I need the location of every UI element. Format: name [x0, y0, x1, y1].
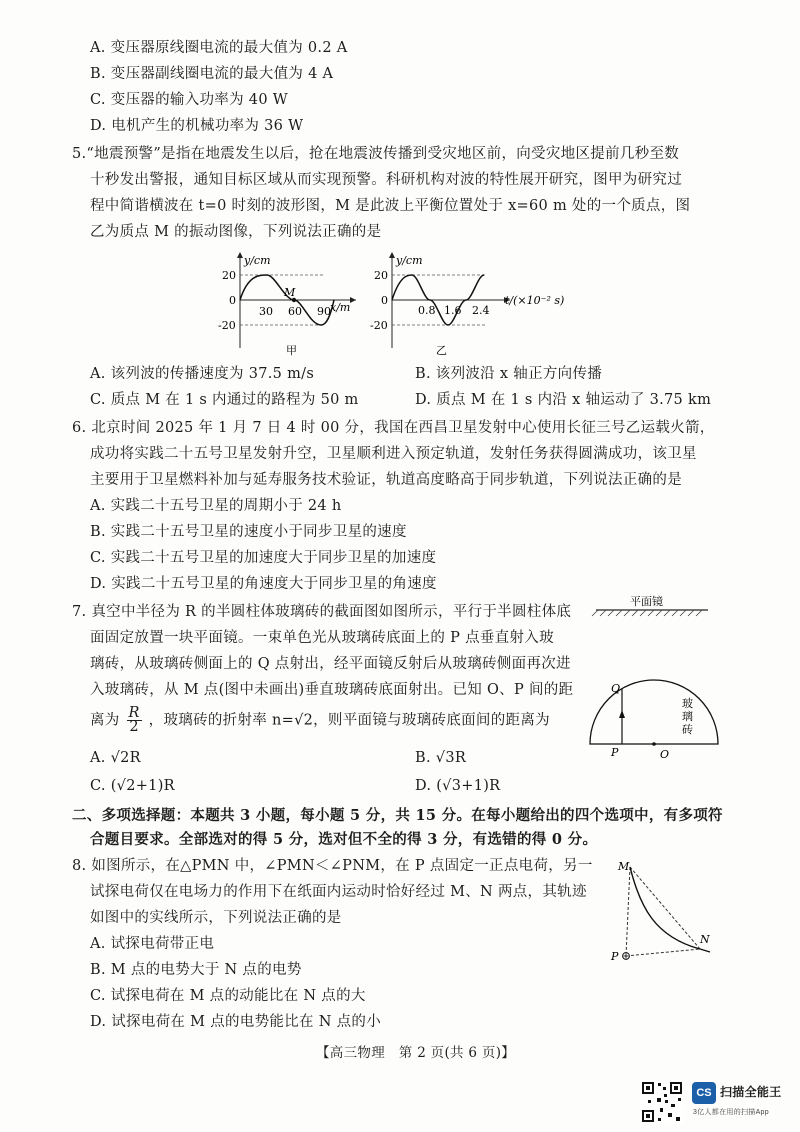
watermark-tagline: 3亿人都在用的扫描App	[693, 1109, 769, 1116]
point-m-label: M	[618, 860, 630, 873]
jia-tick-x-30: 30	[259, 305, 273, 318]
q5-option-d: D. 质点 M 在 1 s 内沿 x 轴运动了 3.75 km	[415, 392, 712, 408]
q8-stem-line-2: 试探电荷仅在电场力的作用下在纸面内运动时恰好经过 M、N 两点，其轨迹	[90, 884, 587, 900]
point-o-label: O	[660, 748, 670, 761]
yi-tick-y-bottom: -20	[370, 319, 388, 332]
jia-point-m: M	[284, 286, 296, 299]
jia-tick-y-zero: 0	[229, 294, 236, 307]
yi-tick-x-2: 1.6	[444, 304, 462, 317]
jia-caption: 甲	[286, 344, 297, 357]
q6-option-d: D. 实践二十五号卫星的角速度大于同步卫星的角速度	[90, 576, 437, 592]
vibration-graph-yi	[368, 248, 568, 358]
point-p-label: P	[611, 950, 619, 963]
q7-option-b: B. √3R	[415, 750, 467, 766]
mirror-label: 平面镜	[630, 595, 663, 608]
yi-tick-y-top: 20	[374, 269, 388, 282]
jia-tick-y-top: 20	[222, 269, 236, 282]
qr-code-icon	[640, 1080, 684, 1124]
q6-stem-line-1: 6. 北京时间 2025 年 1 月 7 日 4 时 00 分，我国在西昌卫星发射中心使用长征三号乙运载火箭，	[72, 420, 715, 436]
q8-option-a: A. 试探电荷带正电	[90, 936, 215, 952]
q7-fraction	[127, 707, 142, 734]
q7-stem-line-5	[90, 707, 550, 734]
yi-x-label: t/(×10⁻² s)	[505, 294, 565, 307]
q4-option-a: A. 变压器原线圈电流的最大值为 0.2 A	[90, 40, 348, 56]
jia-tick-x-60: 60	[288, 305, 302, 318]
section2-line-2: 合题目要求。全部选对的得 5 分，选对但不全的得 3 分，有选错的得 0 分。	[90, 831, 598, 848]
point-q-label: Q	[611, 682, 621, 695]
q4-option-d: D. 电机产生的机械功率为 36 W	[90, 118, 304, 134]
glass-label-3: 砖	[682, 723, 693, 736]
q5-option-a: A. 该列波的传播速度为 37.5 m/s	[90, 366, 315, 382]
semicircle-glass-figure	[580, 592, 730, 762]
glass-label-2: 璃	[682, 710, 693, 723]
yi-caption: 乙	[436, 344, 447, 357]
q8-option-d: D. 试探电荷在 M 点的电势能比在 N 点的小	[90, 1014, 381, 1030]
watermark-brand: 扫描全能王	[720, 1085, 782, 1099]
q8-stem-line-1: 8. 如图所示，在△PMN 中，∠PMN＜∠PNM，在 P 点固定一正点电荷，另一	[72, 858, 593, 874]
cs-logo-icon: CS	[692, 1082, 716, 1104]
yi-tick-x-3: 2.4	[472, 304, 490, 317]
point-n-label: N	[700, 933, 710, 946]
q7-stem-line-1: 7. 真空中半径为 R 的半圆柱体玻璃砖的截面图如图所示，平行于半圆柱体底	[72, 604, 572, 620]
glass-label-1: 玻	[682, 697, 693, 710]
q5-stem-line-1: 5.“地震预警”是指在地震发生以后，抢在地震波传播到受灾地区前，向受灾地区提前几秒至数	[72, 146, 680, 162]
jia-tick-y-bottom: -20	[218, 319, 236, 332]
q6-option-b: B. 实践二十五号卫星的速度小于同步卫星的速度	[90, 524, 407, 540]
q7-frac-tail: ，玻璃砖的折射率 n=√2，则平面镜与玻璃砖底面间的距离为	[148, 712, 550, 729]
q7-stem-line-3: 璃砖，从玻璃砖侧面上的 Q 点射出，经平面镜反射后从玻璃砖侧面再次进	[90, 656, 571, 672]
q7-option-d: D. (√3+1)R	[415, 778, 501, 794]
q7-frac-lead: 离为	[90, 712, 120, 729]
q5-stem-line-4: 乙为质点 M 的振动图像，下列说法正确的是	[90, 224, 382, 240]
yi-tick-x-1: 0.8	[418, 304, 436, 317]
q6-stem-line-3: 主要用于卫星燃料补加与延寿服务技术验证，轨道高度略高于同步轨道，下列说法正确的是	[90, 472, 682, 488]
yi-tick-y-zero: 0	[381, 294, 388, 307]
q8-option-c: C. 试探电荷在 M 点的动能比在 N 点的大	[90, 988, 366, 1004]
section2-line-1: 二、多项选择题：本题共 3 小题，每小题 5 分，共 15 分。在每小题给出的四个选项中，有多项符	[72, 807, 723, 824]
q8-option-b: B. M 点的电势大于 N 点的电势	[90, 962, 302, 978]
q6-option-a: A. 实践二十五号卫星的周期小于 24 h	[90, 498, 342, 514]
q4-option-c: C. 变压器的输入功率为 40 W	[90, 92, 288, 108]
q7-stem-line-4: 入玻璃砖，从 M 点(图中未画出)垂直玻璃砖底面射出。已知 O、P 间的距	[90, 682, 574, 698]
q5-option-b: B. 该列波沿 x 轴正方向传播	[415, 366, 603, 382]
q6-stem-line-2: 成功将实践二十五号卫星发射升空，卫星顺利进入预定轨道，发射任务获得圆满成功，该卫星	[90, 446, 697, 462]
jia-tick-x-90: 90	[317, 305, 331, 318]
q4-option-b: B. 变压器副线圈电流的最大值为 4 A	[90, 66, 334, 82]
q5-stem-line-3: 程中简谐横波在 t=0 时刻的波形图，M 是此波上平衡位置处于 x=60 m 处的一个质点，图	[90, 198, 691, 214]
q8-stem-line-3: 如图中的实线所示，下列说法正确的是	[90, 910, 342, 926]
page-footer: 【高三物理 第 2 页(共 6 页)】	[316, 1045, 516, 1061]
triangle-pmn-figure	[600, 852, 730, 972]
q6-option-c: C. 实践二十五号卫星的加速度大于同步卫星的加速度	[90, 550, 437, 566]
q7-option-c: C. (√2+1)R	[90, 778, 175, 794]
q7-frac-den: 2	[129, 719, 139, 735]
q7-frac-num: R	[128, 705, 140, 721]
q7-stem-line-2: 面固定放置一块平面镜。一束单色光从玻璃砖底面上的 P 点垂直射入玻	[90, 630, 554, 646]
q5-option-c: C. 质点 M 在 1 s 内通过的路程为 50 m	[90, 392, 359, 408]
q5-stem-line-2: 十秒发出警报，通知目标区域从而实现预警。科研机构对波的特性展开研究，图甲为研究过	[90, 172, 682, 188]
jia-x-label: x/m	[330, 301, 351, 314]
q7-option-a: A. √2R	[90, 750, 141, 766]
wave-graph-jia	[210, 248, 370, 358]
yi-y-label: y/cm	[396, 254, 423, 267]
point-p-label: P	[611, 746, 619, 759]
jia-y-label: y/cm	[244, 254, 271, 267]
